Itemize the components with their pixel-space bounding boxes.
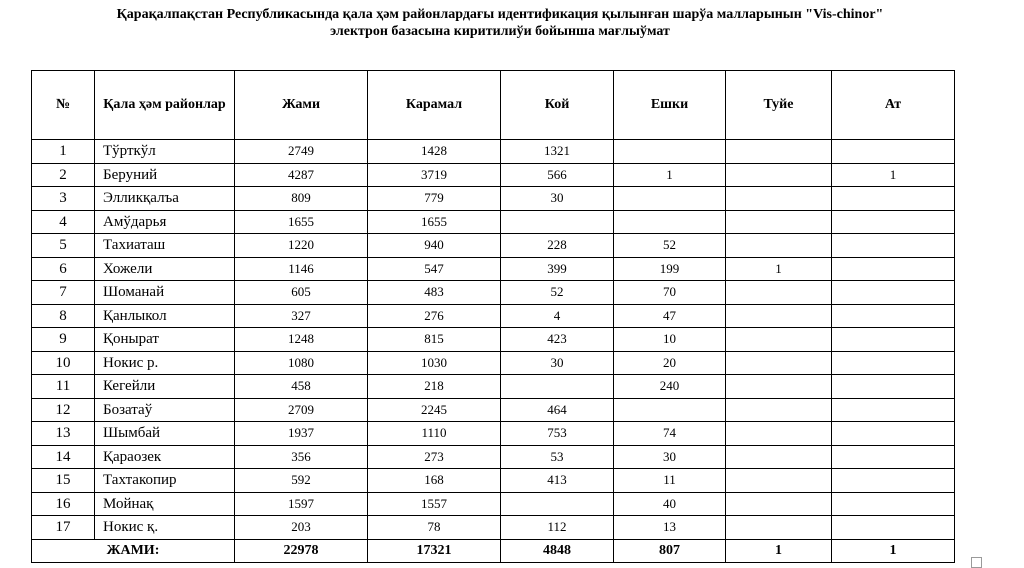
cell-horse bbox=[832, 187, 955, 211]
cell-sheep: 399 bbox=[501, 257, 614, 281]
cell-camel bbox=[726, 140, 832, 164]
cell-total: 1080 bbox=[235, 351, 368, 375]
district-name: Хожели bbox=[95, 257, 235, 281]
cell-horse bbox=[832, 445, 955, 469]
district-name: Тўрткўл bbox=[95, 140, 235, 164]
table-row bbox=[32, 304, 955, 328]
table-row bbox=[32, 516, 955, 540]
cell-horse bbox=[832, 398, 955, 422]
cell-cattle: 2245 bbox=[368, 398, 501, 422]
row-number: 2 bbox=[32, 163, 95, 187]
cell-horse bbox=[832, 257, 955, 281]
cell-sheep: 228 bbox=[501, 234, 614, 258]
row-number: 9 bbox=[32, 328, 95, 352]
cell-cattle: 1655 bbox=[368, 210, 501, 234]
totals-horse: 1 bbox=[832, 539, 955, 563]
cell-goat: 11 bbox=[614, 469, 726, 493]
cell-sheep bbox=[501, 210, 614, 234]
table-body bbox=[32, 140, 955, 540]
cell-sheep: 464 bbox=[501, 398, 614, 422]
table-row bbox=[32, 234, 955, 258]
cell-sheep: 423 bbox=[501, 328, 614, 352]
cell-sheep: 30 bbox=[501, 187, 614, 211]
table-row bbox=[32, 257, 955, 281]
livestock-table bbox=[31, 70, 955, 563]
table-row bbox=[32, 210, 955, 234]
cell-sheep: 53 bbox=[501, 445, 614, 469]
totals-goat: 807 bbox=[614, 539, 726, 563]
cell-horse bbox=[832, 375, 955, 399]
header-goat: Ешки bbox=[614, 71, 726, 140]
header-row bbox=[32, 71, 955, 140]
row-number: 3 bbox=[32, 187, 95, 211]
cell-camel bbox=[726, 304, 832, 328]
district-name: Шымбай bbox=[95, 422, 235, 446]
row-number: 16 bbox=[32, 492, 95, 516]
cell-goat bbox=[614, 210, 726, 234]
cell-cattle: 940 bbox=[368, 234, 501, 258]
cell-sheep: 753 bbox=[501, 422, 614, 446]
cell-goat bbox=[614, 187, 726, 211]
cell-cattle: 547 bbox=[368, 257, 501, 281]
cell-cattle: 1428 bbox=[368, 140, 501, 164]
cell-total: 605 bbox=[235, 281, 368, 305]
cell-camel bbox=[726, 328, 832, 352]
table-row bbox=[32, 140, 955, 164]
cell-horse bbox=[832, 304, 955, 328]
cell-horse bbox=[832, 328, 955, 352]
cell-camel: 1 bbox=[726, 257, 832, 281]
table-row bbox=[32, 187, 955, 211]
cell-cattle: 779 bbox=[368, 187, 501, 211]
cell-camel bbox=[726, 234, 832, 258]
header-total: Жами bbox=[235, 71, 368, 140]
district-name: Тахтакопир bbox=[95, 469, 235, 493]
table-row bbox=[32, 445, 955, 469]
cell-camel bbox=[726, 492, 832, 516]
row-number: 11 bbox=[32, 375, 95, 399]
table-row bbox=[32, 163, 955, 187]
cell-camel bbox=[726, 469, 832, 493]
cell-cattle: 1110 bbox=[368, 422, 501, 446]
cell-cattle: 273 bbox=[368, 445, 501, 469]
district-name: Нокис қ. bbox=[95, 516, 235, 540]
totals-label: ЖАМИ: bbox=[32, 539, 235, 563]
row-number: 7 bbox=[32, 281, 95, 305]
cell-total: 458 bbox=[235, 375, 368, 399]
totals-row bbox=[32, 539, 955, 563]
cell-camel bbox=[726, 187, 832, 211]
cell-goat: 1 bbox=[614, 163, 726, 187]
row-number: 4 bbox=[32, 210, 95, 234]
cell-sheep bbox=[501, 375, 614, 399]
cell-total: 2749 bbox=[235, 140, 368, 164]
cell-goat bbox=[614, 140, 726, 164]
cell-goat: 13 bbox=[614, 516, 726, 540]
cell-sheep: 566 bbox=[501, 163, 614, 187]
row-number: 17 bbox=[32, 516, 95, 540]
title-line-1: Қарақалпақстан Республикасында қала ҳәм районлардағы идентификация қылынған шарўа малларынын "Vis-chinor" bbox=[116, 7, 884, 22]
table-row bbox=[32, 398, 955, 422]
cell-cattle: 78 bbox=[368, 516, 501, 540]
cell-total: 1655 bbox=[235, 210, 368, 234]
cell-total: 1248 bbox=[235, 328, 368, 352]
cell-cattle: 218 bbox=[368, 375, 501, 399]
cell-camel bbox=[726, 422, 832, 446]
cell-total: 2709 bbox=[235, 398, 368, 422]
cell-goat: 240 bbox=[614, 375, 726, 399]
cell-goat: 52 bbox=[614, 234, 726, 258]
cell-total: 327 bbox=[235, 304, 368, 328]
cell-total: 809 bbox=[235, 187, 368, 211]
district-name: Қонырат bbox=[95, 328, 235, 352]
cell-camel bbox=[726, 163, 832, 187]
cell-horse: 1 bbox=[832, 163, 955, 187]
cell-goat: 10 bbox=[614, 328, 726, 352]
table-row bbox=[32, 328, 955, 352]
row-number: 5 bbox=[32, 234, 95, 258]
row-number: 10 bbox=[32, 351, 95, 375]
district-name: Элликқалъа bbox=[95, 187, 235, 211]
cell-total: 1146 bbox=[235, 257, 368, 281]
cell-goat: 40 bbox=[614, 492, 726, 516]
table-row bbox=[32, 375, 955, 399]
cell-goat: 70 bbox=[614, 281, 726, 305]
header-cattle: Карамал bbox=[368, 71, 501, 140]
table-row bbox=[32, 281, 955, 305]
row-number: 8 bbox=[32, 304, 95, 328]
district-name: Тахиаташ bbox=[95, 234, 235, 258]
cell-horse bbox=[832, 140, 955, 164]
title-line-2: электрон базасына киритилиўи бойынша мағлыўмат bbox=[330, 24, 670, 39]
cell-cattle: 1557 bbox=[368, 492, 501, 516]
district-name: Нокис р. bbox=[95, 351, 235, 375]
cell-sheep bbox=[501, 492, 614, 516]
cell-goat: 199 bbox=[614, 257, 726, 281]
cell-camel bbox=[726, 375, 832, 399]
cell-camel bbox=[726, 445, 832, 469]
district-name: Амўдарья bbox=[95, 210, 235, 234]
header-camel: Туйе bbox=[726, 71, 832, 140]
table-row bbox=[32, 492, 955, 516]
header-district: Қала ҳәм районлар bbox=[95, 71, 235, 140]
cell-sheep: 413 bbox=[501, 469, 614, 493]
cell-total: 1597 bbox=[235, 492, 368, 516]
cell-total: 356 bbox=[235, 445, 368, 469]
totals-cattle: 17321 bbox=[368, 539, 501, 563]
totals-total: 22978 bbox=[235, 539, 368, 563]
cell-camel bbox=[726, 516, 832, 540]
cell-horse bbox=[832, 516, 955, 540]
table-row bbox=[32, 422, 955, 446]
cell-sheep: 52 bbox=[501, 281, 614, 305]
cell-cattle: 3719 bbox=[368, 163, 501, 187]
district-name: Бозатаў bbox=[95, 398, 235, 422]
cell-camel bbox=[726, 398, 832, 422]
cell-cattle: 276 bbox=[368, 304, 501, 328]
table-row bbox=[32, 469, 955, 493]
district-name: Шоманай bbox=[95, 281, 235, 305]
cell-horse bbox=[832, 281, 955, 305]
cell-cattle: 1030 bbox=[368, 351, 501, 375]
cell-goat: 30 bbox=[614, 445, 726, 469]
table-row bbox=[32, 351, 955, 375]
district-name: Беруний bbox=[95, 163, 235, 187]
cell-cattle: 815 bbox=[368, 328, 501, 352]
cell-horse bbox=[832, 234, 955, 258]
row-number: 6 bbox=[32, 257, 95, 281]
header-no: № bbox=[32, 71, 95, 140]
district-name: Кегейли bbox=[95, 375, 235, 399]
row-number: 1 bbox=[32, 140, 95, 164]
cell-total: 1937 bbox=[235, 422, 368, 446]
cell-sheep: 1321 bbox=[501, 140, 614, 164]
header-sheep: Кой bbox=[501, 71, 614, 140]
cell-sheep: 112 bbox=[501, 516, 614, 540]
cell-goat bbox=[614, 398, 726, 422]
district-name: Қанлыкол bbox=[95, 304, 235, 328]
header-horse: Ат bbox=[832, 71, 955, 140]
cell-total: 4287 bbox=[235, 163, 368, 187]
cell-horse bbox=[832, 492, 955, 516]
cell-cattle: 483 bbox=[368, 281, 501, 305]
district-name: Қараозек bbox=[95, 445, 235, 469]
cell-total: 203 bbox=[235, 516, 368, 540]
cell-camel bbox=[726, 281, 832, 305]
row-number: 13 bbox=[32, 422, 95, 446]
cell-camel bbox=[726, 351, 832, 375]
cell-horse bbox=[832, 422, 955, 446]
cell-total: 1220 bbox=[235, 234, 368, 258]
cell-goat: 74 bbox=[614, 422, 726, 446]
district-name: Мойнақ bbox=[95, 492, 235, 516]
cell-horse bbox=[832, 210, 955, 234]
document-title bbox=[0, 6, 1000, 40]
cell-horse bbox=[832, 351, 955, 375]
cell-sheep: 4 bbox=[501, 304, 614, 328]
cell-goat: 20 bbox=[614, 351, 726, 375]
row-number: 15 bbox=[32, 469, 95, 493]
cell-total: 592 bbox=[235, 469, 368, 493]
row-number: 14 bbox=[32, 445, 95, 469]
cell-cattle: 168 bbox=[368, 469, 501, 493]
totals-camel: 1 bbox=[726, 539, 832, 563]
cell-goat: 47 bbox=[614, 304, 726, 328]
cell-sheep: 30 bbox=[501, 351, 614, 375]
row-number: 12 bbox=[32, 398, 95, 422]
totals-sheep: 4848 bbox=[501, 539, 614, 563]
cell-camel bbox=[726, 210, 832, 234]
cell-horse bbox=[832, 469, 955, 493]
page-corner-marker bbox=[971, 557, 982, 568]
